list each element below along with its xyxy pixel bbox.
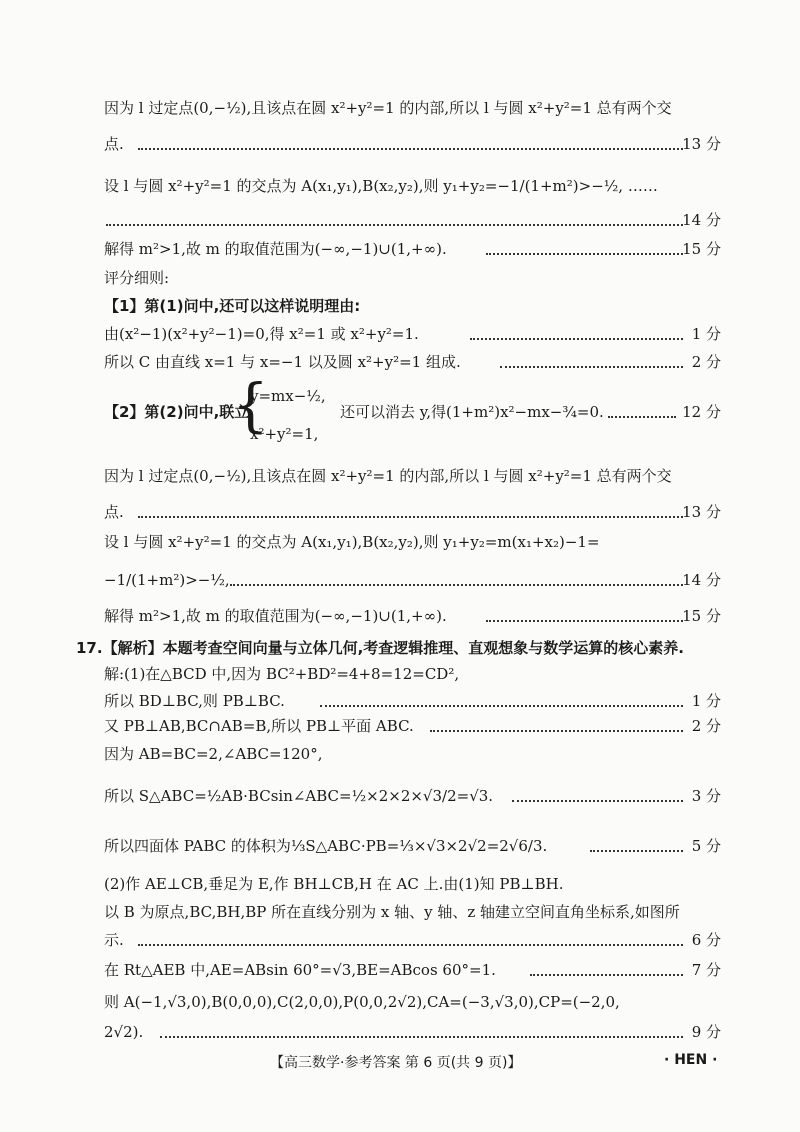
- text-line: 因为 l 过定点(0,−½),且该点在圆 x²+y²=1 的内部,所以 l 与圆 x²+y²=1 总有两个交: [104, 99, 672, 117]
- text-line: 点.: [104, 503, 124, 521]
- dot-leader: [530, 974, 683, 976]
- dot-leader: [138, 944, 683, 946]
- dot-leader: [590, 850, 683, 852]
- dot-leader: [486, 620, 683, 622]
- dot-leader: [430, 730, 683, 732]
- dot-leader: [320, 705, 683, 707]
- text-line: 设 l 与圆 x²+y²=1 的交点为 A(x₁,y₁),B(x₂,y₂),则 y₁+y₂=m(x₁+x₂)−1=: [104, 533, 600, 551]
- text-line: 因为 AB=BC=2,∠ABC=120°,: [104, 745, 323, 763]
- dot-leader: [230, 584, 683, 586]
- text-line: 解得 m²>1,故 m 的取值范围为(−∞,−1)∪(1,+∞).: [104, 607, 447, 625]
- text-line: 所以四面体 PABC 的体积为⅓S△ABC·PB=⅓×√3×2√2=2√6/3.: [104, 837, 548, 855]
- text-line: 则 A(−1,√3,0),B(0,0,0),C(2,0,0),P(0,0,2√2),CA=(−3,√3,0),CP=(−2,0,: [104, 993, 620, 1011]
- text-line: 点.: [104, 135, 124, 153]
- score-mark: 12 分: [682, 403, 721, 421]
- footer-page-info: 【高三数学·参考答案 第 6 页(共 9 页)】: [270, 1055, 522, 1071]
- text-line: 设 l 与圆 x²+y²=1 的交点为 A(x₁,y₁),B(x₂,y₂),则 y₁+y₂=−1/(1+m²)>−½, ……: [104, 177, 658, 195]
- score-mark: 13 分: [682, 503, 721, 521]
- text-line: 评分细则:: [104, 269, 170, 287]
- dot-leader: [500, 366, 683, 368]
- score-mark: 5 分: [691, 837, 721, 855]
- dot-leader: [106, 224, 683, 226]
- dot-leader: [486, 253, 683, 255]
- dot-leader: [138, 516, 683, 518]
- dot-leader: [512, 800, 683, 802]
- text-line: −1/(1+m²)>−½,: [104, 571, 230, 589]
- system-brace: {: [232, 371, 269, 439]
- text-line: 由(x²−1)(x²+y²−1)=0,得 x²=1 或 x²+y²=1.: [104, 325, 419, 343]
- text-line: 解:(1)在△BCD 中,因为 BC²+BD²=4+8=12=CD²,: [104, 665, 460, 683]
- text-line: 在 Rt△AEB 中,AE=ABsin 60°=√3,BE=ABcos 60°=1.: [104, 961, 496, 979]
- score-mark: 14 分: [682, 211, 721, 229]
- dot-leader: [608, 416, 676, 418]
- text-line: (2)作 AE⊥CB,垂足为 E,作 BH⊥CB,H 在 AC 上.由(1)知 PB⊥BH.: [104, 875, 564, 893]
- score-mark: 9 分: [691, 1023, 721, 1041]
- score-mark: 6 分: [691, 931, 721, 949]
- text-line: 所以 C 由直线 x=1 与 x=−1 以及圆 x²+y²=1 组成.: [104, 353, 461, 371]
- text-line: 示.: [104, 931, 124, 949]
- dot-leader: [470, 338, 683, 340]
- text-line: 2√2).: [104, 1023, 144, 1041]
- section-heading: 17.【解析】本题考查空间向量与立体几何,考查逻辑推理、直观想象与数学运算的核心素养.: [76, 639, 684, 657]
- score-mark: 7 分: [691, 961, 721, 979]
- score-mark: 13 分: [682, 135, 721, 153]
- text-line: 因为 l 过定点(0,−½),且该点在圆 x²+y²=1 的内部,所以 l 与圆 x²+y²=1 总有两个交: [104, 467, 672, 485]
- score-mark: 3 分: [691, 787, 721, 805]
- text-line: 【1】第(1)问中,还可以这样说明理由:: [104, 297, 361, 315]
- dot-leader: [138, 148, 683, 150]
- score-mark: 2 分: [691, 353, 721, 371]
- score-mark: 1 分: [691, 325, 721, 343]
- text-line: 又 PB⊥AB,BC∩AB=B,所以 PB⊥平面 ABC.: [104, 717, 414, 735]
- text-line: 【2】第(2)问中,联立: [104, 403, 250, 421]
- text-line: 所以 S△ABC=½AB·BCsin∠ABC=½×2×2×√3/2=√3.: [104, 787, 494, 805]
- system-equation: y=mx−½,: [250, 387, 326, 405]
- score-mark: 2 分: [691, 717, 721, 735]
- text-line: 解得 m²>1,故 m 的取值范围为(−∞,−1)∪(1,+∞).: [104, 240, 447, 258]
- score-mark: 1 分: [691, 692, 721, 710]
- score-mark: 14 分: [682, 571, 721, 589]
- footer-code: · HEN ·: [664, 1052, 718, 1068]
- dot-leader: [160, 1036, 683, 1038]
- score-mark: 15 分: [682, 607, 721, 625]
- text-line: 还可以消去 y,得(1+m²)x²−mx−¾=0.: [340, 403, 604, 421]
- system-equation: x²+y²=1,: [250, 425, 319, 443]
- text-line: 所以 BD⊥BC,则 PB⊥BC.: [104, 692, 285, 710]
- score-mark: 15 分: [682, 240, 721, 258]
- text-line: 以 B 为原点,BC,BH,BP 所在直线分别为 x 轴、y 轴、z 轴建立空间直角坐标系,如图所: [104, 903, 680, 921]
